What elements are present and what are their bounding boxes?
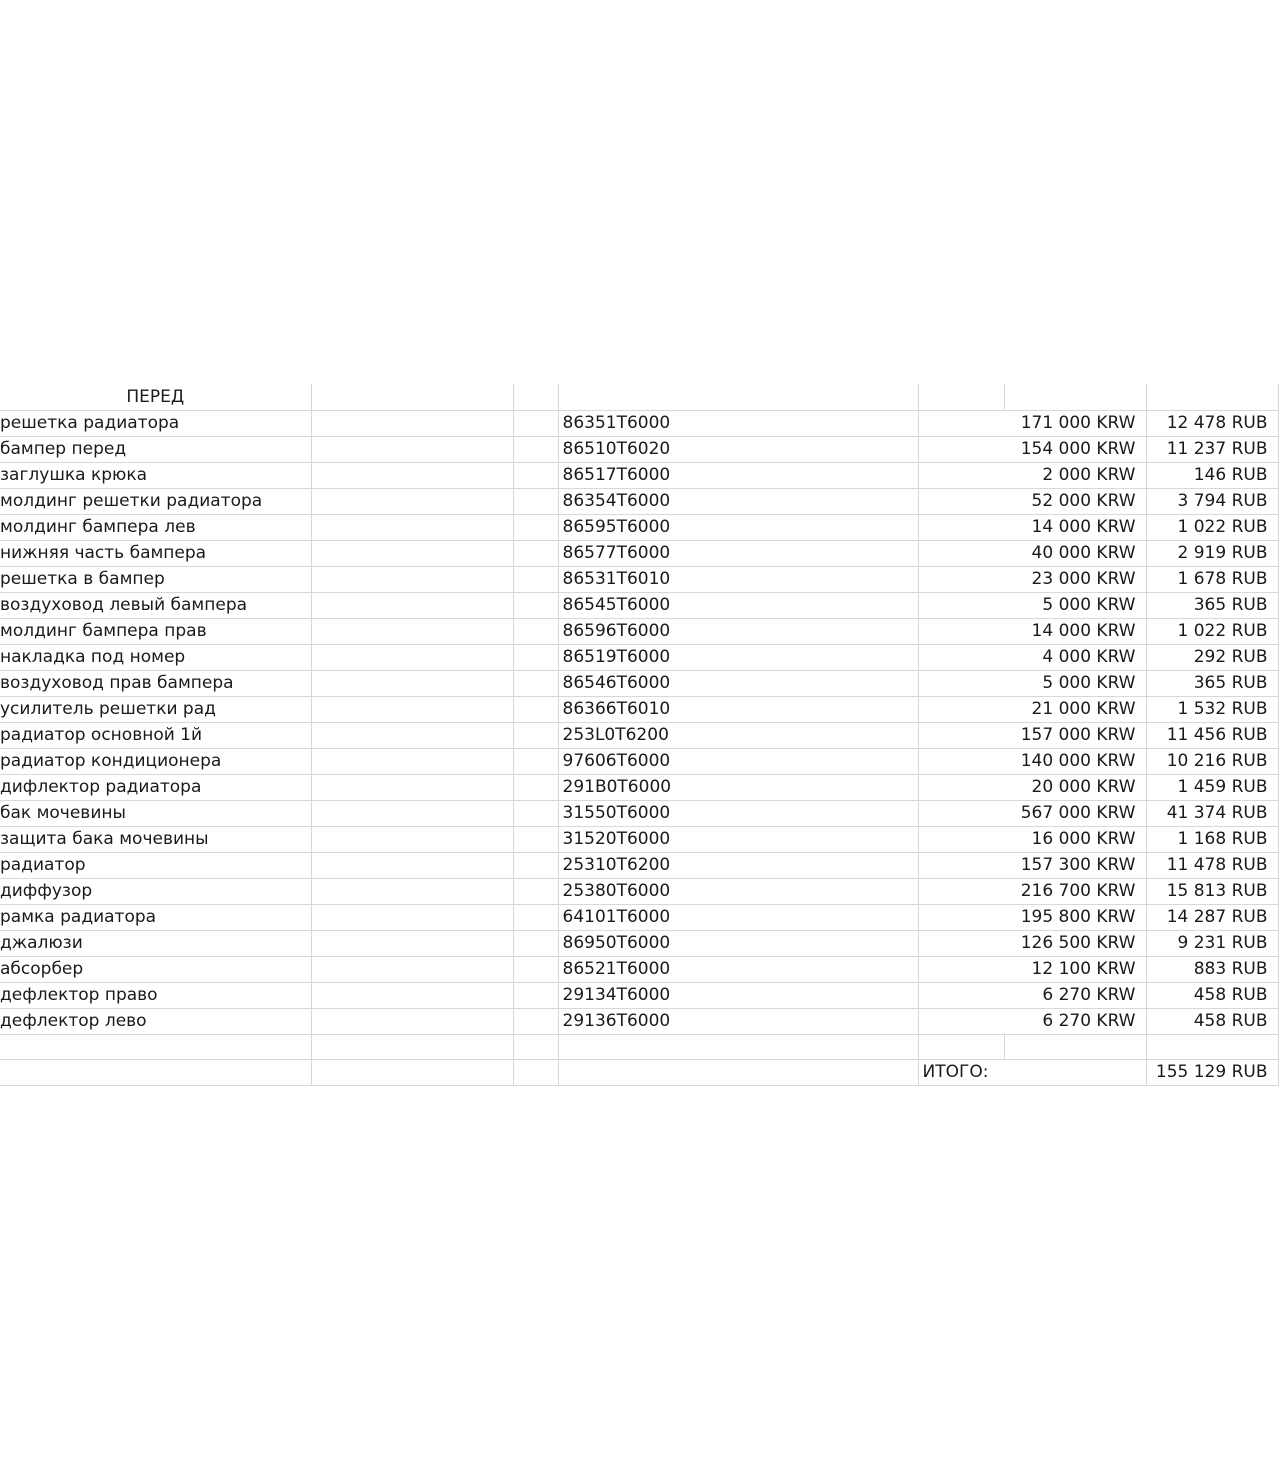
part-name-cell[interactable]: молдинг решетки радиатора [0,488,311,514]
price-krw-cell[interactable]: 5 000 KRW [918,670,1146,696]
price-rub-cell[interactable]: 458 RUB [1146,982,1278,1008]
blank-row [0,1034,1278,1059]
part-code-cell[interactable]: 97606T6000 [558,748,918,774]
empty-cell[interactable] [513,462,558,488]
empty-cell[interactable] [311,670,513,696]
price-krw-cell[interactable]: 140 000 KRW [918,748,1146,774]
empty-cell[interactable] [311,436,513,462]
price-rub-cell[interactable]: 11 237 RUB [1146,436,1278,462]
part-name-cell[interactable]: усилитель решетки рад [0,696,311,722]
part-code-cell[interactable]: 86950T6000 [558,930,918,956]
empty-cell[interactable] [311,384,513,410]
table-row [0,748,1278,774]
empty-cell[interactable] [513,670,558,696]
empty-cell[interactable] [311,930,513,956]
part-name-cell[interactable]: дифлектор радиатора [0,774,311,800]
empty-cell[interactable] [513,1008,558,1034]
part-code-cell[interactable]: 25380T6000 [558,878,918,904]
part-name-cell[interactable]: молдинг бампера лев [0,514,311,540]
price-rub-cell[interactable]: 3 794 RUB [1146,488,1278,514]
table-row [0,488,1278,514]
price-rub-cell[interactable]: 11 456 RUB [1146,722,1278,748]
part-code-cell[interactable]: 86545T6000 [558,592,918,618]
empty-cell[interactable] [513,696,558,722]
price-krw-cell[interactable]: 567 000 KRW [918,800,1146,826]
empty-cell[interactable] [918,384,1004,410]
price-krw-cell[interactable]: 157 300 KRW [918,852,1146,878]
part-code-cell[interactable]: 291B0T6000 [558,774,918,800]
price-krw-cell[interactable]: 2 000 KRW [918,462,1146,488]
table-row [0,566,1278,592]
price-rub-cell[interactable]: 1 532 RUB [1146,696,1278,722]
section-title-cell[interactable]: ПЕРЕД [0,384,311,410]
part-code-cell[interactable]: 86510T6020 [558,436,918,462]
part-name-cell[interactable]: накладка под номер [0,644,311,670]
part-code-cell[interactable]: 86354T6000 [558,488,918,514]
total-row [0,1059,1278,1085]
price-krw-cell[interactable]: 21 000 KRW [918,696,1146,722]
table-row [0,514,1278,540]
empty-cell[interactable] [558,384,918,410]
part-name-cell[interactable]: молдинг бампера прав [0,618,311,644]
part-name-cell[interactable]: воздуховод левый бампера [0,592,311,618]
empty-cell[interactable] [513,982,558,1008]
part-code-cell[interactable]: 86546T6000 [558,670,918,696]
empty-cell[interactable] [0,1034,311,1059]
table-row [0,878,1278,904]
price-rub-cell[interactable]: 12 478 RUB [1146,410,1278,436]
part-code-cell[interactable]: 86517T6000 [558,462,918,488]
table-row [0,722,1278,748]
price-krw-cell[interactable]: 157 000 KRW [918,722,1146,748]
part-name-cell[interactable]: рамка радиатора [0,904,311,930]
empty-cell[interactable] [1146,1034,1278,1059]
table-row [0,956,1278,982]
part-name-cell[interactable]: решетка в бампер [0,566,311,592]
empty-cell[interactable] [311,488,513,514]
price-rub-cell[interactable]: 1 022 RUB [1146,514,1278,540]
part-code-cell[interactable]: 86577T6000 [558,540,918,566]
part-code-cell[interactable]: 86596T6000 [558,618,918,644]
empty-cell[interactable] [311,540,513,566]
empty-cell[interactable] [513,930,558,956]
empty-cell[interactable] [311,878,513,904]
part-name-cell[interactable]: заглушка крюка [0,462,311,488]
empty-cell[interactable] [311,826,513,852]
empty-cell[interactable] [311,748,513,774]
table-row [0,410,1278,436]
empty-cell[interactable] [311,618,513,644]
empty-cell[interactable] [311,722,513,748]
empty-cell[interactable] [513,410,558,436]
empty-cell[interactable] [513,540,558,566]
table-row [0,852,1278,878]
table-row [0,1008,1278,1034]
price-rub-cell[interactable]: 1 168 RUB [1146,826,1278,852]
empty-cell[interactable] [513,384,558,410]
part-name-cell[interactable]: бампер перед [0,436,311,462]
price-rub-cell[interactable]: 2 919 RUB [1146,540,1278,566]
price-krw-cell[interactable]: 6 270 KRW [918,1008,1146,1034]
empty-cell[interactable] [311,956,513,982]
empty-cell[interactable] [311,1034,513,1059]
table-row [0,670,1278,696]
empty-cell[interactable] [311,566,513,592]
empty-cell[interactable] [311,800,513,826]
empty-cell[interactable] [513,514,558,540]
table-row [0,696,1278,722]
part-name-cell[interactable]: радиатор кондиционера [0,748,311,774]
table-row [0,800,1278,826]
price-rub-cell[interactable]: 365 RUB [1146,592,1278,618]
price-rub-cell[interactable]: 9 231 RUB [1146,930,1278,956]
part-code-cell[interactable]: 29136T6000 [558,1008,918,1034]
table-row [0,540,1278,566]
price-krw-cell[interactable]: 20 000 KRW [918,774,1146,800]
part-code-cell[interactable]: 31550T6000 [558,800,918,826]
price-krw-cell[interactable]: 12 100 KRW [918,956,1146,982]
price-rub-cell[interactable]: 1 459 RUB [1146,774,1278,800]
part-name-cell[interactable]: нижняя часть бампера [0,540,311,566]
empty-cell[interactable] [513,878,558,904]
price-krw-cell[interactable]: 14 000 KRW [918,618,1146,644]
part-code-cell[interactable]: 86366T6010 [558,696,918,722]
price-krw-cell[interactable]: 16 000 KRW [918,826,1146,852]
part-name-cell[interactable]: абсорбер [0,956,311,982]
empty-cell[interactable] [311,696,513,722]
empty-cell[interactable] [311,774,513,800]
price-rub-cell[interactable]: 10 216 RUB [1146,748,1278,774]
part-name-cell[interactable]: воздуховод прав бампера [0,670,311,696]
empty-cell[interactable] [513,956,558,982]
price-rub-cell[interactable]: 41 374 RUB [1146,800,1278,826]
part-name-cell[interactable]: джалюзи [0,930,311,956]
part-name-cell[interactable]: дефлектор лево [0,1008,311,1034]
empty-cell[interactable] [311,592,513,618]
price-rub-cell[interactable]: 15 813 RUB [1146,878,1278,904]
part-name-cell[interactable]: радиатор основной 1й [0,722,311,748]
empty-cell[interactable] [513,852,558,878]
price-rub-cell[interactable]: 365 RUB [1146,670,1278,696]
price-krw-cell[interactable]: 6 270 KRW [918,982,1146,1008]
table-row [0,592,1278,618]
table-row [0,644,1278,670]
empty-cell[interactable] [311,1059,513,1085]
empty-cell[interactable] [513,1034,558,1059]
price-rub-cell[interactable]: 1 678 RUB [1146,566,1278,592]
empty-cell[interactable] [513,592,558,618]
price-rub-cell[interactable]: 14 287 RUB [1146,904,1278,930]
price-krw-cell[interactable]: 4 000 KRW [918,644,1146,670]
empty-cell[interactable] [513,774,558,800]
part-code-cell[interactable]: 86521T6000 [558,956,918,982]
price-krw-cell[interactable]: 52 000 KRW [918,488,1146,514]
price-krw-cell[interactable]: 171 000 KRW [918,410,1146,436]
part-name-cell[interactable]: радиатор [0,852,311,878]
price-rub-cell[interactable]: 458 RUB [1146,1008,1278,1034]
part-code-cell[interactable]: 86351T6000 [558,410,918,436]
empty-cell[interactable] [513,436,558,462]
part-code-cell[interactable]: 29134T6000 [558,982,918,1008]
table-row [0,930,1278,956]
part-name-cell[interactable]: бак мочевины [0,800,311,826]
empty-cell[interactable] [1004,384,1146,410]
empty-cell[interactable] [918,1034,1004,1059]
empty-cell[interactable] [0,1059,311,1085]
empty-cell[interactable] [311,1008,513,1034]
price-rub-cell[interactable]: 883 RUB [1146,956,1278,982]
table-row [0,774,1278,800]
price-krw-cell[interactable]: 154 000 KRW [918,436,1146,462]
empty-cell[interactable] [513,566,558,592]
total-value-cell[interactable]: 155 129 RUB [1146,1059,1278,1085]
part-name-cell[interactable]: диффузор [0,878,311,904]
price-rub-cell[interactable]: 1 022 RUB [1146,618,1278,644]
total-label-cell[interactable]: ИТОГО: [918,1059,1146,1085]
empty-cell[interactable] [513,488,558,514]
empty-cell[interactable] [513,618,558,644]
price-krw-cell[interactable]: 195 800 KRW [918,904,1146,930]
empty-cell[interactable] [1004,1034,1146,1059]
empty-cell[interactable] [513,1059,558,1085]
part-name-cell[interactable]: дефлектор право [0,982,311,1008]
empty-cell[interactable] [513,800,558,826]
part-code-cell[interactable]: 86519T6000 [558,644,918,670]
part-code-cell[interactable]: 25310T6200 [558,852,918,878]
empty-cell[interactable] [513,826,558,852]
price-rub-cell[interactable]: 11 478 RUB [1146,852,1278,878]
empty-cell[interactable] [311,462,513,488]
spreadsheet-table [0,384,1279,1086]
empty-cell[interactable] [311,514,513,540]
part-code-cell[interactable]: 253L0T6200 [558,722,918,748]
price-krw-cell[interactable]: 216 700 KRW [918,878,1146,904]
table-row [0,826,1278,852]
empty-cell[interactable] [513,748,558,774]
part-name-cell[interactable]: решетка радиатора [0,410,311,436]
price-krw-cell[interactable]: 5 000 KRW [918,592,1146,618]
part-code-cell[interactable]: 86531T6010 [558,566,918,592]
part-code-cell[interactable]: 64101T6000 [558,904,918,930]
price-krw-cell[interactable]: 126 500 KRW [918,930,1146,956]
price-krw-cell[interactable]: 14 000 KRW [918,514,1146,540]
part-code-cell[interactable]: 31520T6000 [558,826,918,852]
price-krw-cell[interactable]: 23 000 KRW [918,566,1146,592]
table-row [0,618,1278,644]
empty-cell[interactable] [311,852,513,878]
empty-cell[interactable] [513,904,558,930]
table-row [0,904,1278,930]
table-row [0,436,1278,462]
empty-cell[interactable] [311,982,513,1008]
price-krw-cell[interactable]: 40 000 KRW [918,540,1146,566]
table-row [0,982,1278,1008]
part-name-cell[interactable]: защита бака мочевины [0,826,311,852]
empty-cell[interactable] [513,722,558,748]
empty-cell[interactable] [558,1034,918,1059]
price-rub-cell[interactable]: 146 RUB [1146,462,1278,488]
empty-cell[interactable] [311,410,513,436]
table-row [0,462,1278,488]
part-code-cell[interactable]: 86595T6000 [558,514,918,540]
empty-cell[interactable] [558,1059,918,1085]
empty-cell[interactable] [513,644,558,670]
section-header-row [0,384,1278,410]
empty-cell[interactable] [311,904,513,930]
price-rub-cell[interactable]: 292 RUB [1146,644,1278,670]
empty-cell[interactable] [1146,384,1278,410]
empty-cell[interactable] [311,644,513,670]
